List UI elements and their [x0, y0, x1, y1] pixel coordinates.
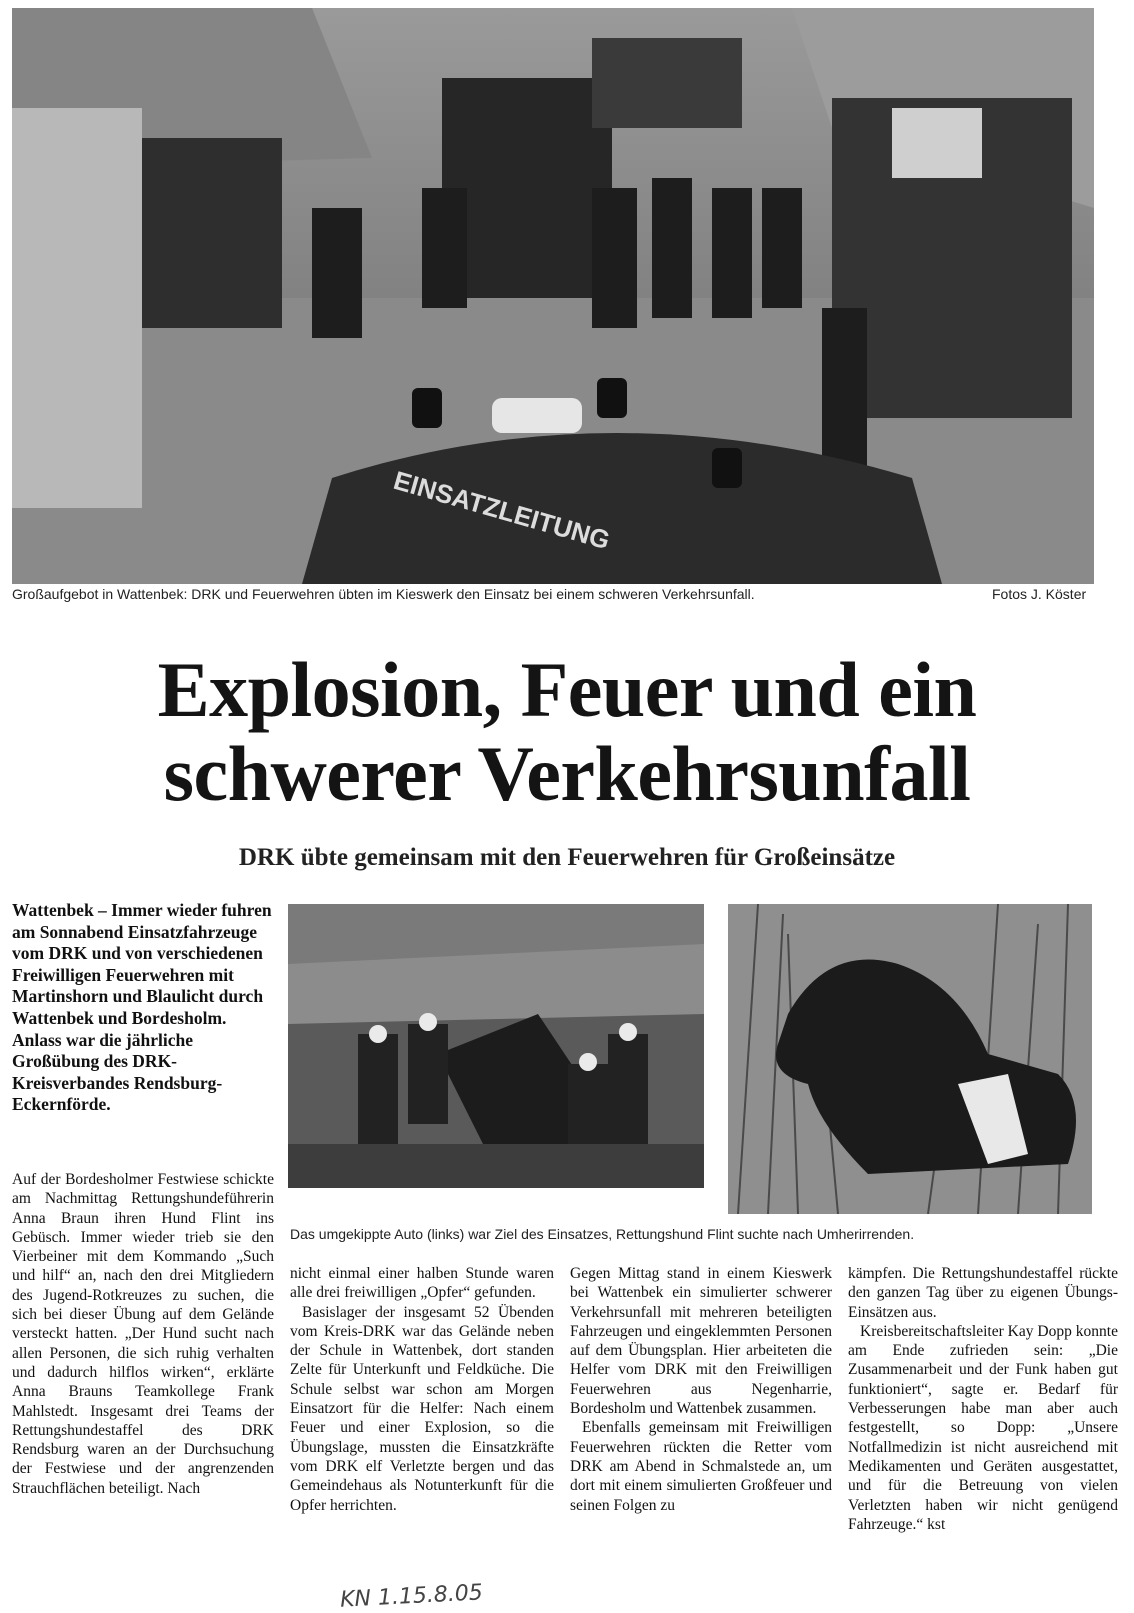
top-photo-caption: Großaufgebot in Wattenbek: DRK und Feuerwehren übten im Kieswerk den Einsatz bei einem schweren Verkehrsunfall.	[12, 586, 755, 602]
paragraph: kämpfen. Die Rettungshundestaffel rückte den ganzen Tag über zu eigenen Übungs-Einsätzen aus.	[848, 1265, 1118, 1321]
photo-credit: Fotos J. Köster	[992, 586, 1087, 602]
headline-line-2: schwerer Verkehrsunfall	[163, 730, 971, 817]
paragraph: Gegen Mittag stand in einem Kieswerk bei Wattenbek ein simulierter schwerer Verkehrsunfall mit mehreren beteiligten Fahrzeugen und eingeklemmten Personen auf dem Übungsplan. Hier arbeiteten die Helfer vom DRK mit den Freiwilligen Feuerwehren aus Negenharrie, Bordesholm und Wattenbek zusammen.	[570, 1265, 832, 1418]
headline-line-1: Explosion, Feuer und ein	[157, 646, 977, 733]
article-column-3	[570, 1264, 832, 1515]
paragraph: nicht einmal einer halben Stunde waren alle drei freiwilligen „Opfer“ gefunden.	[290, 1265, 554, 1302]
top-photo	[12, 8, 1094, 584]
handwritten-note: KN 1.15.8.05	[339, 1580, 484, 1613]
car-rescue-photo	[288, 904, 704, 1188]
paragraph: Auf der Bordesholmer Festwiese schickte am Nachmittag Rettungshundeführerin Anna Braun ihren Hund Flint ins Gebüsch. Immer wieder trieb sie den Vierbeiner mit dem Kommando „Such und hilf“ an, nach den drei Mitgliedern des Jugend-Rotkreuzes zu suchen, die sich bei dieser Übung auf dem Gelände versteckt hatten. „Der Hund sucht nach allen Personen, die sich ruhig verhalten und dadurch hilflos wirken“, erklärte Anna Brauns Teamkollege Frank Mahlstedt. Insgesamt drei Teams der Rettungshundestaffel des DRK Rendsburg waren an der Durchsuchung der Festwiese und der angrenzenden Strauchflächen beteiligt. Nach	[12, 1171, 274, 1497]
article-column-1	[12, 1170, 274, 1498]
paragraph: Kreisbereitschaftsleiter Kay Dopp konnte am Ende zufrieden sein: „Die Zusammenarbeit und der Funk haben gut funktioniert“, sagte er. Bedarf für Verbesserungen habe man aber auch festgestellt, so Dopp: „Unsere Notfallmedizin ist nicht ausreichend mit Medikamenten und Geräten ausgestattet, und für die Betreuung von vielen Verletzten haben wir nicht genügend Fahrzeuge.“ kst	[848, 1322, 1118, 1533]
subheadline: DRK übte gemeinsam mit den Feuerwehren für Großeinsätze	[238, 844, 896, 871]
vehicle-label: EINSATZLEITUNG	[390, 464, 614, 556]
article-column-4	[848, 1264, 1118, 1534]
article-lead: Wattenbek – Immer wieder fuhren am Sonnabend Einsatzfahrzeuge vom DRK und von verschiedenen Freiwilligen Feuerwehren mit Martinshorn und Blaulicht durch Wattenbek und Bordesholm. Anlass war die jährliche Großübung des DRK-Kreisverbandes Rendsburg-Eckernförde.	[12, 900, 272, 1115]
article-column-2	[290, 1264, 554, 1515]
paragraph: Ebenfalls gemeinsam mit Freiwilligen Feuerwehren rückten die Retter vom DRK am Abend in Schmalstede an, um dort mit einem simulierten Großfeuer und seinen Folgen zu	[570, 1419, 832, 1514]
paragraph: Basislager der insgesamt 52 Übenden vom Kreis-DRK war das Gelände neben der Schule in Wattenbek, dort standen Zelte für Unterkunft und Feldküche. Die Schule selbst war schon am Morgen Einsatzort für die Helfer: Nach einem Feuer und einer Explosion, so die Übungslage, mussten die Einsatzkräfte vom DRK elf Verletzte bergen und das Gemeindehaus als Notunterkunft für die Opfer herrichten.	[290, 1303, 554, 1514]
photos-caption: Das umgekippte Auto (links) war Ziel des Einsatzes, Rettungshund Flint suchte nach Umherirrenden.	[290, 1226, 915, 1242]
rescue-dog-photo	[728, 904, 1092, 1214]
